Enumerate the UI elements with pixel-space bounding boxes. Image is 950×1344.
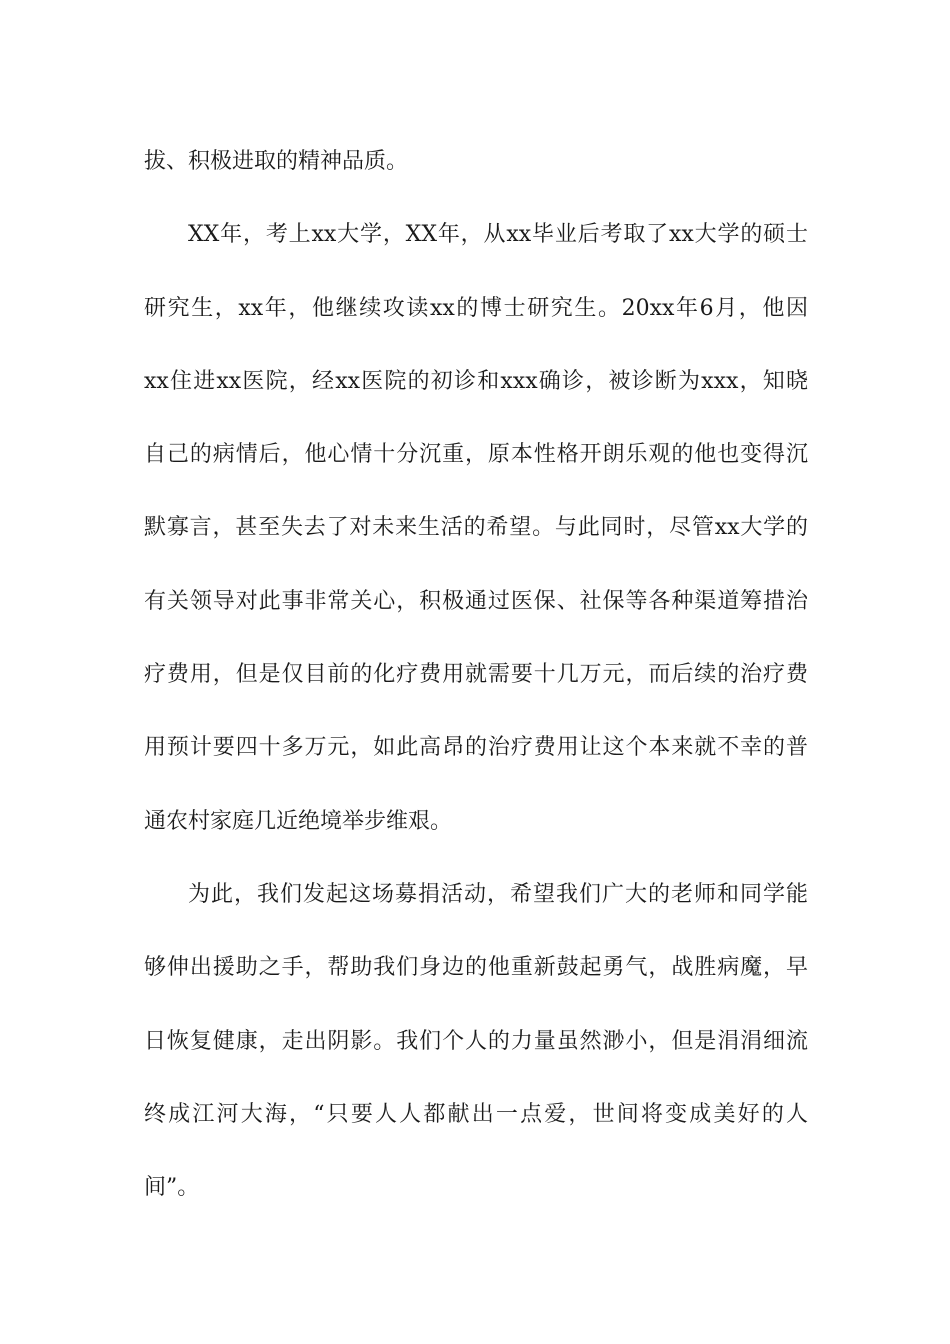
paragraph-1 — [144, 125, 808, 198]
paragraph-line: 日恢复健康，走出阴影。我们个人的力量虽然渺小，但是涓涓细流 — [144, 1028, 808, 1054]
paragraph-line: 为此，我们发起这场募捐活动，希望我们广大的老师和同学能 — [188, 881, 808, 907]
paragraph-line: 通农村家庭几近绝境举步维艰。 — [144, 808, 453, 834]
paragraph-2 — [144, 198, 808, 858]
paragraph-line: 自己的病情后，他心情十分沉重，原本性格开朗乐观的他也变得沉 — [144, 442, 808, 468]
paragraph-line: 拔、积极进取的精神品质。 — [144, 149, 409, 174]
paragraph-line: 默寡言，甚至失去了对未来生活的希望。与此同时，尽管xx大学的 — [144, 515, 808, 541]
paragraph-line: 疗费用，但是仅目前的化疗费用就需要十几万元，而后续的治疗费 — [144, 662, 808, 688]
paragraph-line: 间”。 — [144, 1175, 200, 1201]
paragraph-line: 研究生，xx年，他继续攻读xx的博士研究生。20xx年6月，他因 — [144, 295, 808, 321]
paragraph-line: 用预计要四十多万元，如此高昂的治疗费用让这个本来就不幸的普 — [144, 735, 808, 761]
paragraph-line: xx住进xx医院，经xx医院的初诊和xxx确诊，被诊断为xxx，知晓 — [144, 368, 808, 394]
paragraph-line: 有关领导对此事非常关心，积极通过医保、社保等各种渠道筹措治 — [144, 588, 808, 614]
paragraph-line: 够伸出援助之手，帮助我们身边的他重新鼓起勇气，战胜病魔，早 — [144, 955, 808, 981]
document-body — [144, 125, 808, 1224]
paragraph-3 — [144, 858, 808, 1224]
paragraph-line: XX年，考上xx大学，XX年，从xx毕业后考取了xx大学的硕士 — [188, 222, 808, 248]
paragraph-line: 终成江河大海，“只要人人都献出一点爱，世间将变成美好的人 — [144, 1101, 808, 1127]
